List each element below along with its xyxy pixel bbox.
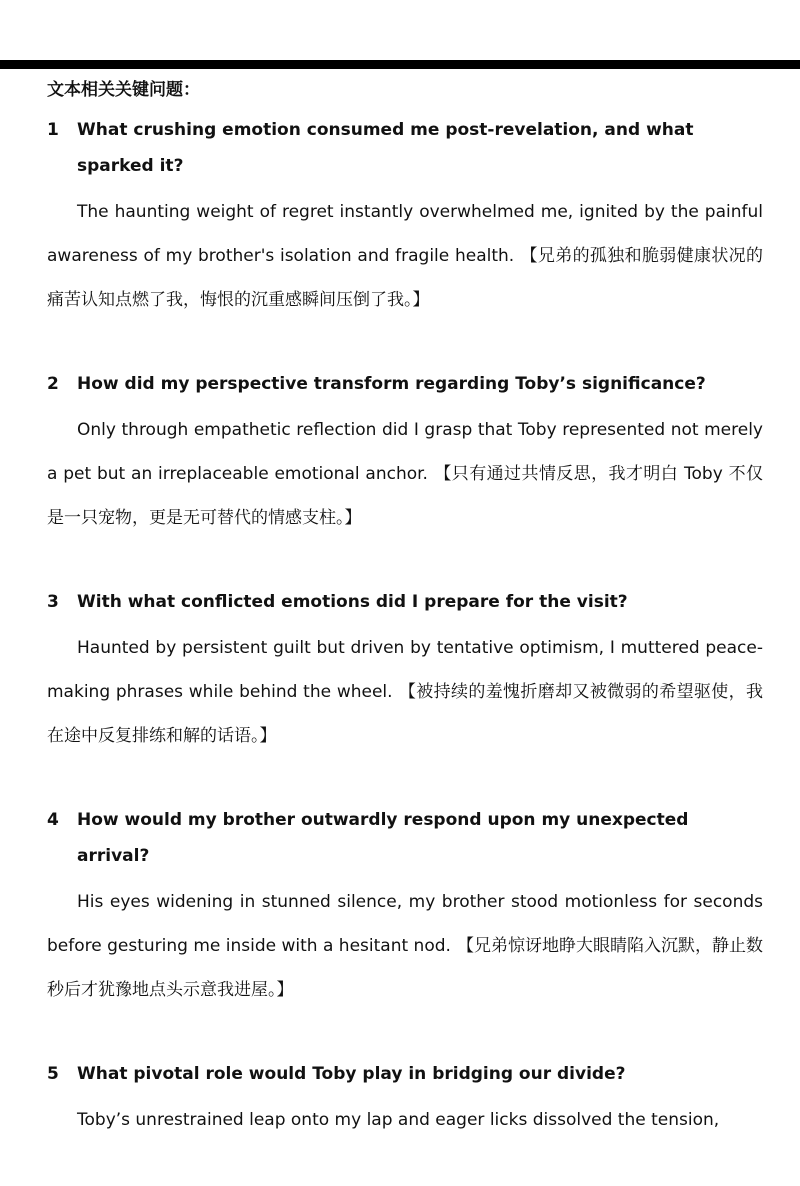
answer-4 [47, 880, 763, 1012]
question-number: 5 [47, 1064, 59, 1084]
answer-1 [47, 190, 763, 322]
answer-3 [47, 626, 763, 758]
question-text: What crushing emotion consumed me post-revelation, and what sparked it? [77, 120, 694, 176]
question-text: How would my brother outwardly respond upon my unexpected arrival? [77, 810, 689, 866]
question-block-3 [47, 584, 763, 758]
question-block-4 [47, 802, 763, 1012]
chinese-note: 【兄弟惊讶地睁大眼睛陷入沉默，静止数秒后才犹豫地点头示意我进屋。】 [47, 936, 764, 1000]
section-heading: 文本相关关键问题： [47, 80, 200, 100]
answer-2 [47, 408, 763, 540]
chinese-note: 【被持续的羞愧折磨却又被微弱的希望驱使，我在途中反复排练和解的话语。】 [47, 682, 764, 746]
document-body [47, 72, 763, 1186]
question-number: 2 [47, 374, 59, 394]
question-2 [47, 366, 763, 402]
question-number: 1 [47, 120, 59, 140]
answer-5 [47, 1098, 763, 1142]
question-text: With what conflicted emotions did I prepare for the visit? [77, 592, 628, 612]
question-number: 3 [47, 592, 59, 612]
answer-text: His eyes widening in stunned silence, my brother stood motionless for seconds before gesturing me inside with a hesitant nod. [47, 892, 763, 956]
answer-text: Haunted by persistent guilt but driven by tentative optimism, I muttered peace-making phrases while behind the wheel. [47, 638, 763, 702]
answer-text: Toby’s unrestrained leap onto my lap and eager licks dissolved the tension, [77, 1110, 720, 1130]
question-1 [47, 112, 763, 184]
question-3 [47, 584, 763, 620]
chinese-note: 【只有通过共情反思，我才明白 Toby 不仅是一只宠物，更是无可替代的情感支柱。】 [47, 464, 764, 528]
answer-text: The haunting weight of regret instantly overwhelmed me, ignited by the painful awareness of my brother's isolation and fragile health. [47, 202, 763, 266]
question-block-2 [47, 366, 763, 540]
question-4 [47, 802, 763, 874]
top-rule [0, 60, 800, 69]
question-5 [47, 1056, 763, 1092]
answer-text: Only through empathetic reflection did I grasp that Toby represented not merely a pet but an irreplaceable emotional anchor. [47, 420, 763, 484]
question-block-1 [47, 112, 763, 322]
question-text: How did my perspective transform regarding Toby’s significance? [77, 374, 706, 394]
question-block-5 [47, 1056, 763, 1142]
question-text: What pivotal role would Toby play in bridging our divide? [77, 1064, 626, 1084]
question-number: 4 [47, 810, 59, 830]
chinese-note: 【兄弟的孤独和脆弱健康状况的痛苦认知点燃了我，悔恨的沉重感瞬间压倒了我。】 [47, 246, 764, 310]
